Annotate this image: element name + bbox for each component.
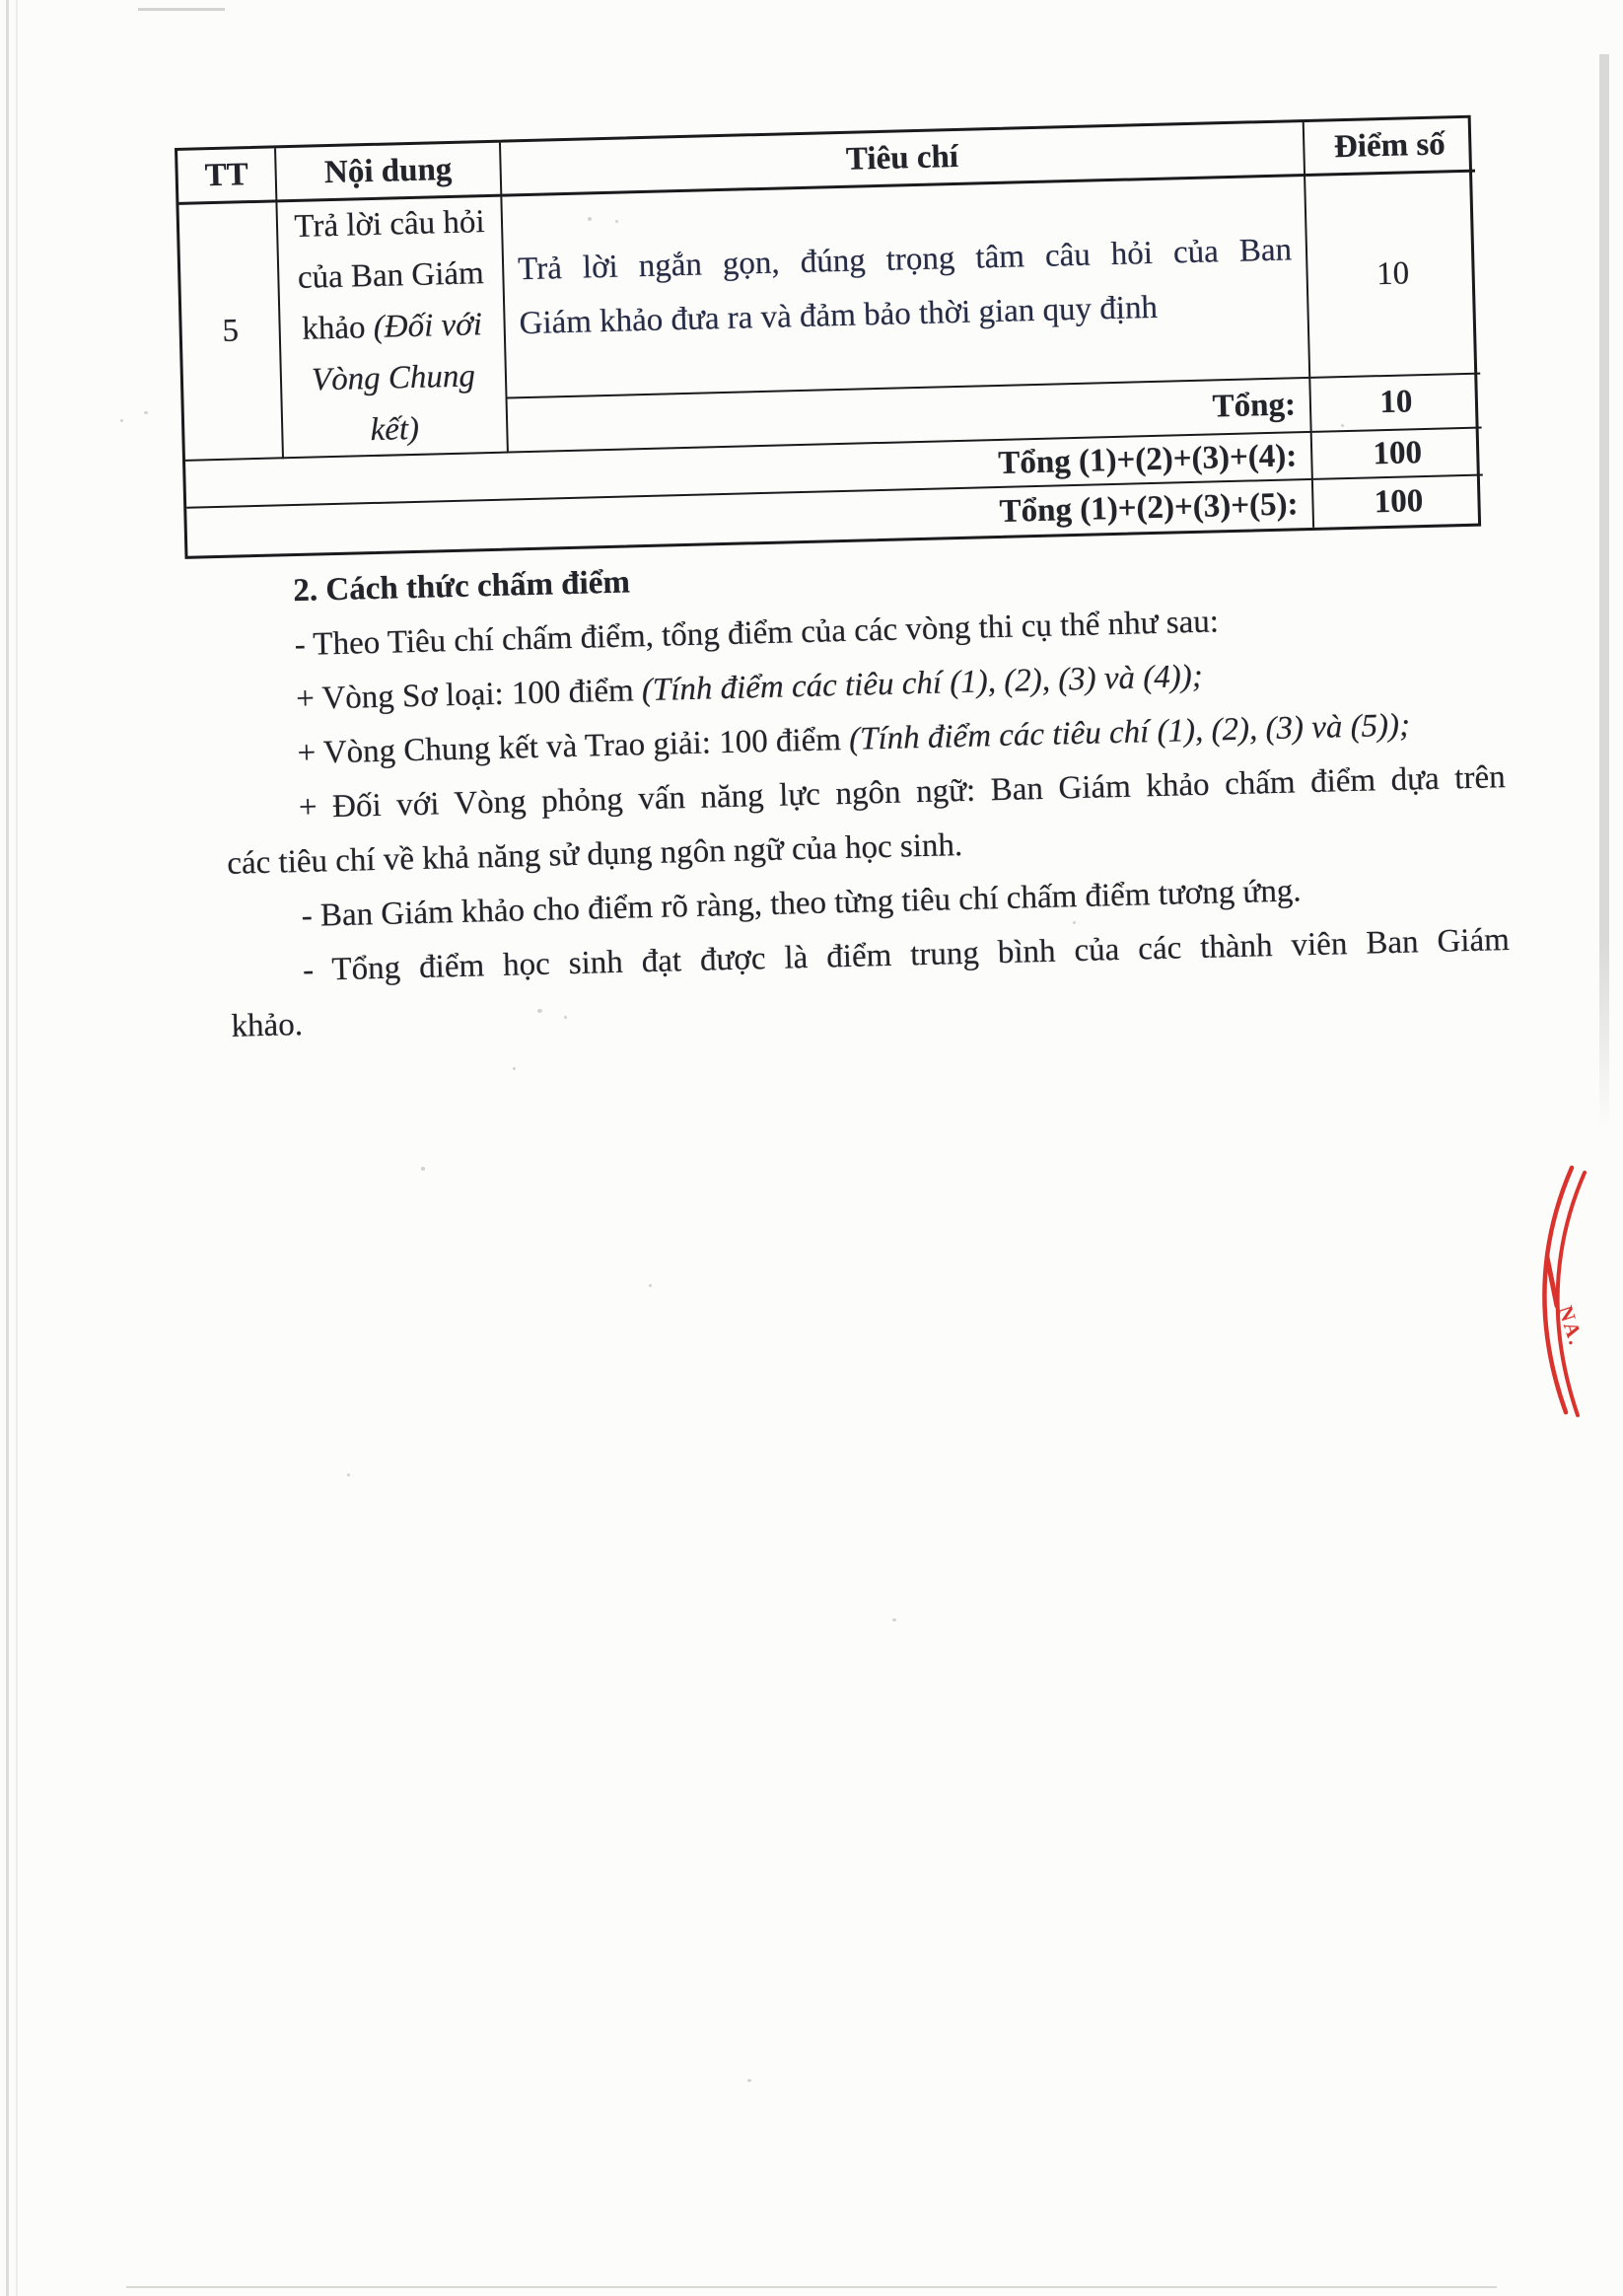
- scan-speck: [347, 1473, 350, 1476]
- red-stamp-edge: [1511, 1156, 1623, 1422]
- scan-speck: [513, 1067, 516, 1070]
- section-heading: 2. Cách thức chấm điểm: [292, 564, 631, 610]
- scan-speck: [892, 1618, 896, 1621]
- scan-edge-right-strip: [1599, 54, 1609, 1129]
- p2-italic: (Tính điểm các tiêu chí (1), (2), (3) và (4));: [641, 658, 1204, 709]
- paragraph-tong-diem-line1: - Tổng điểm học sinh đạt được là điểm trung bình của các thành viên Ban Giám: [302, 922, 1511, 988]
- scan-speck: [1341, 424, 1344, 427]
- scan-speck: [1073, 921, 1076, 924]
- scan-edge-top-dash: [138, 8, 225, 11]
- scan-speck: [144, 411, 148, 414]
- row5-noi-dung-cell: [277, 197, 509, 460]
- scan-speck: [649, 1284, 652, 1287]
- criteria-table: [175, 115, 1481, 559]
- total-1235-value-cell: 100: [1374, 482, 1424, 520]
- paragraph-cho-diem: - Ban Giám khảo cho điểm rõ ràng, theo từng tiêu chí chấm điểm tương ứng.: [301, 873, 1303, 934]
- tong-value-cell: 10: [1310, 375, 1481, 433]
- criteria-line-2: Giám khảo đưa ra và đảm bảo thời gian quy định: [519, 289, 1159, 341]
- total-1234-value-cell: 100: [1312, 429, 1483, 480]
- row5-noi-dung-italic: (Đối với Vòng Chung kết): [311, 307, 483, 449]
- row5-tieu-chi-cell: [502, 177, 1310, 399]
- row5-score-cell: 10: [1305, 173, 1480, 379]
- stamp-text: NA.: [1553, 1302, 1589, 1349]
- table-header-tt: TT: [177, 148, 277, 205]
- scan-edge-left-line: [6, 0, 9, 2296]
- paragraph-phong-van-line1: + Đối với Vòng phỏng vấn năng lực ngôn ngữ: Ban Giám khảo chấm điểm dựa trên: [298, 759, 1507, 826]
- scan-speck: [615, 220, 618, 223]
- document-content: [175, 114, 1511, 1044]
- scan-speck: [747, 2079, 751, 2082]
- table-header-diem-so: Điểm số: [1305, 118, 1475, 177]
- p2-regular: + Vòng Sơ loại: 100 điểm: [295, 673, 643, 718]
- criteria-line-1: Trả lời ngắn gọn, đúng trọng tâm câu hỏi của Ban: [517, 231, 1293, 287]
- scan-speck: [421, 1167, 425, 1171]
- scan-edge-bottom-line: [126, 2286, 1497, 2288]
- stamp-arc-icon: [1511, 1156, 1623, 1422]
- paragraph-theo-tieu-chi: - Theo Tiêu chí chấm điểm, tổng điểm của các vòng thi cụ thể như sau:: [294, 604, 1220, 664]
- scan-edge-left-line-2: [16, 0, 18, 2296]
- scan-speck: [588, 217, 592, 221]
- table-header-noi-dung: Nội dung: [276, 143, 502, 203]
- scan-speck: [537, 1009, 542, 1013]
- table-header-tieu-chi: Tiêu chí: [501, 122, 1305, 197]
- p3-regular: + Vòng Chung kết và Trao giải: 100 điểm: [297, 721, 850, 772]
- scan-speck: [564, 1016, 567, 1019]
- row5-number-cell: 5: [178, 202, 284, 461]
- scan-speck: [120, 419, 123, 422]
- row5-noi-dung-text: Trả lời câu hỏi của Ban Giám khảo: [294, 204, 486, 347]
- total-1234-label-cell: Tổng (1)+(2)+(3)+(4):: [185, 433, 1313, 509]
- p3-italic: (Tính điểm các tiêu chí (1), (2), (3) và (5));: [848, 707, 1411, 757]
- total-1235-label-cell: Tổng (1)+(2)+(3)+(5):: [186, 480, 1314, 556]
- section-2-text: [220, 534, 1512, 1054]
- paragraph-phong-van-line2: các tiêu chí về khả năng sử dụng ngôn ngữ của học sinh.: [226, 827, 963, 882]
- tong-label-cell: Tổng:: [508, 379, 1312, 454]
- paragraph-tong-diem-line2: khảo.: [231, 1007, 304, 1044]
